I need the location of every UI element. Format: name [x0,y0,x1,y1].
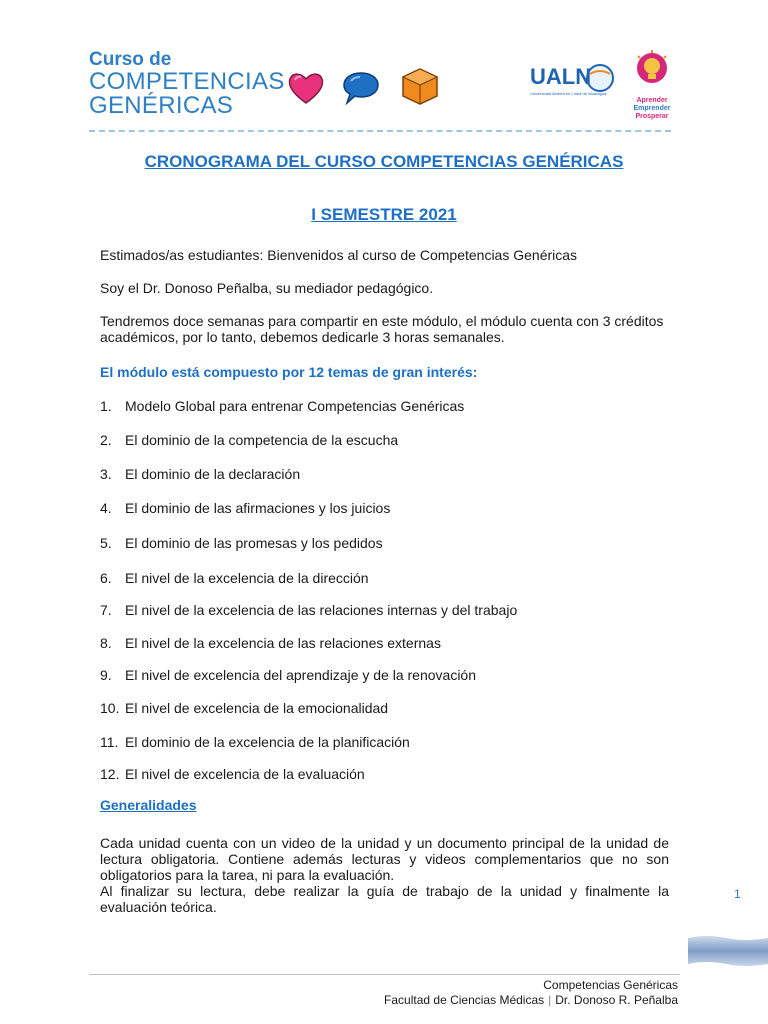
list-item [100,766,365,782]
footer-faculty: Facultad de Ciencias Médicas [384,993,545,1007]
badge-line-3: Prosperar [635,113,669,120]
list-item-number: 5. [100,535,112,551]
aprender-emprender-prosperar-badge [630,48,674,122]
list-item-text: El nivel de la excelencia de las relaciones internas y del trabajo [125,602,518,618]
semester-title: I SEMESTRE 2021 [311,205,457,224]
generalidades-heading: Generalidades [100,797,197,813]
footer-divider [89,974,680,975]
list-item [100,734,410,750]
header-divider [89,130,671,132]
list-item [100,635,441,651]
course-logo-text [89,50,285,118]
list-item-number: 7. [100,602,112,618]
logo-line-2: COMPETENCIAS [89,68,285,95]
logo-line-3: GENÉRICAS [89,92,234,119]
heart-icon [286,68,326,108]
main-title: CRONOGRAMA DEL CURSO COMPETENCIAS GENÉRICAS [144,152,624,171]
generalidades-paragraph-1: Cada unidad cuenta con un video de la unidad y un documento principal de la unidad de lectura obligatoria. Contiene además lecturas y videos complementarios que no son obligatorios para la tarea, ni para la evaluación. [100,835,669,883]
list-item-text: El nivel de la excelencia de la dirección [125,570,369,586]
page-number: 1 [734,887,741,901]
list-item-number: 9. [100,667,112,683]
list-item-number: 6. [100,570,112,586]
list-item-number: 8. [100,635,112,651]
list-item [100,432,398,448]
list-item [100,466,300,482]
list-item-text: El nivel de excelencia de la emocionalidad [125,700,389,716]
mediator-text: Soy el Dr. Donoso Peñalba, su mediador pedagógico. [100,280,434,296]
topics-heading: El módulo está compuesto por 12 temas de gran interés: [100,364,478,380]
list-item-text: El dominio de la excelencia de la planificación [125,734,410,750]
list-item-number: 11. [100,734,119,750]
greeting-text: Estimados/as estudiantes: Bienvenidos al curso de Competencias Genéricas [100,247,578,263]
list-item [100,500,390,516]
weeks-paragraph [100,313,670,345]
weeks-line-2: académicos, por lo tanto, debemos dedicarle 3 horas semanales. [100,329,505,345]
list-item [100,398,464,414]
list-item-text: El dominio de la competencia de la escucha [125,432,399,448]
ualn-logo-text: UALN [530,64,592,89]
badge-line-2: Emprender [633,105,671,112]
list-item [100,667,476,683]
list-item [100,700,388,716]
list-item [100,602,517,618]
list-item-number: 2. [100,432,112,448]
list-item-number: 3. [100,466,112,482]
list-item-text: El nivel de excelencia de la evaluación [125,766,365,782]
badge-line-1: Aprender [636,97,668,104]
weeks-line-1: Tendremos doce semanas para compartir en este módulo, el módulo cuenta con 3 créditos [100,313,664,329]
list-item-number: 12. [100,766,120,782]
list-item-number: 1. [100,398,112,414]
list-item-text: El dominio de las afirmaciones y los juicios [125,500,391,516]
footer-separator: | [548,993,552,1007]
list-item-text: El dominio de las promesas y los pedidos [125,535,383,551]
list-item-number: 4. [100,500,112,516]
list-item-text: El dominio de la declaración [125,466,301,482]
ualn-logo [528,62,618,102]
list-item-text: Modelo Global para entrenar Competencias Genéricas [125,398,465,414]
list-item-number: 10. [100,700,120,716]
footer-credits [384,993,678,1007]
logo-line-1: Curso de [89,49,172,70]
page-tab-decoration [686,934,768,968]
footer-author: Dr. Donoso R. Peñalba [555,993,678,1007]
footer-course-name: Competencias Genéricas [543,978,678,992]
generalidades-body [100,835,669,915]
list-item-text: El nivel de la excelencia de las relaciones externas [125,635,441,651]
speech-bubble-icon [341,68,381,108]
box-icon [400,66,440,106]
list-item-text: El nivel de excelencia del aprendizaje y de la renovación [125,667,476,683]
list-item [100,535,383,551]
lightbulb-head-icon [630,48,674,92]
ualn-logo-subtitle: Universidad Abierta en Línea de Nicaragua [530,91,607,96]
generalidades-paragraph-2: Al finalizar su lectura, debe realizar la guía de trabajo de la unidad y finalmente la evaluación teórica. [100,883,669,915]
list-item [100,570,369,586]
